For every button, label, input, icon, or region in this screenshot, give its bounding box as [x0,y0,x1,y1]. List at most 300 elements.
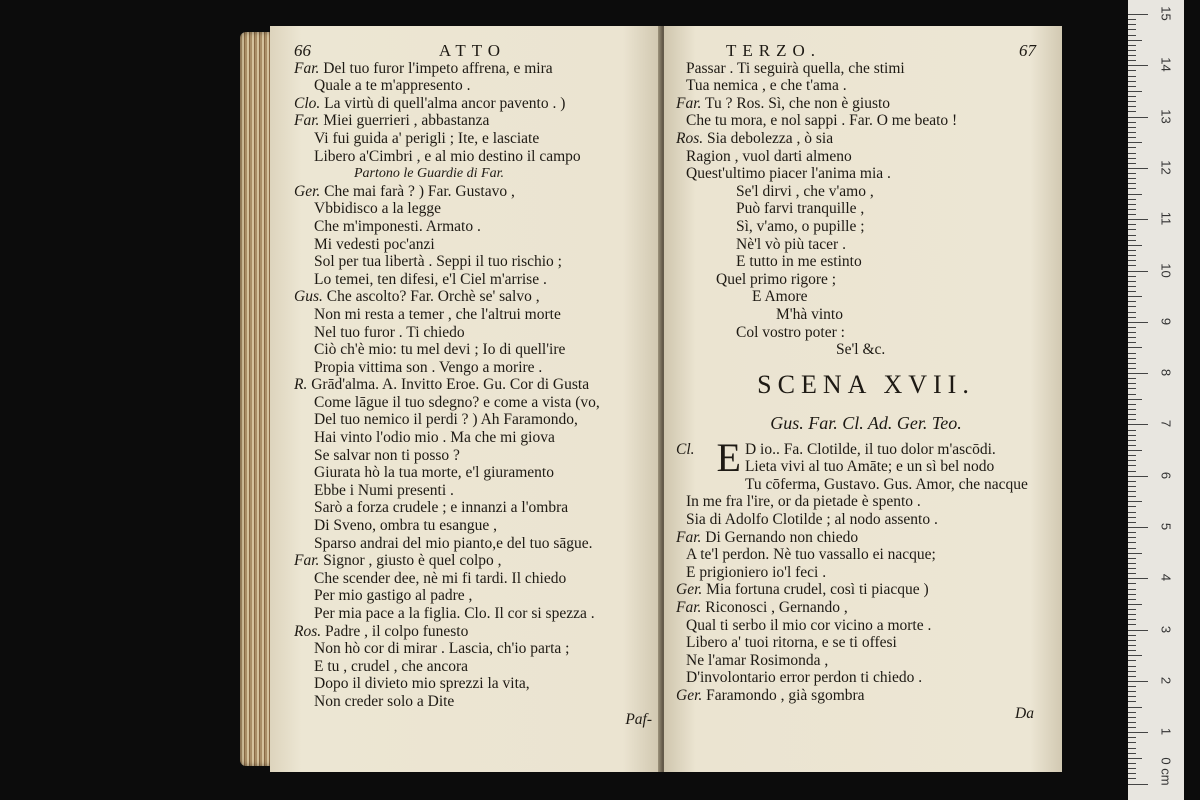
ruler-tick [1128,101,1136,102]
line-text: Quest'ultimo piacer l'anima mia . [686,165,891,183]
line-text: Dopo il divieto mio sprezzi la vita, [314,675,530,693]
ruler-tick [1128,599,1136,600]
ruler-tick [1128,696,1136,697]
ruler-tick [1128,737,1136,738]
line-text: Tu ? Ros. Sì, che non è giusto [705,94,891,112]
line-text: Se'l dirvi , che v'amo , [736,182,874,200]
ruler-tick [1128,322,1148,323]
ruler-tick [1128,250,1136,251]
verse-line [676,687,1056,705]
ruler-tick [1128,132,1136,133]
line-text: Sarò a forza crudele ; e innanzi a l'ombra [314,499,569,517]
ruler-tick [1128,435,1136,436]
ruler-label: 2 [1158,676,1174,684]
speaker-label: Ger. [294,182,321,200]
line-text: Nel tuo furor . Ti chiedo [314,323,465,341]
speaker-label: Ros. [294,622,322,640]
line-text: Faramondo , già sgombra [706,687,865,704]
ruler-label: 11 [1158,211,1174,226]
line-text: E Amore [752,288,808,306]
ruler-tick [1128,317,1136,318]
open-book [240,26,1062,772]
verse-line [676,529,1056,547]
ruler-tick [1128,29,1136,30]
right-catchword: Da [1015,704,1034,722]
ruler-tick [1128,235,1136,236]
ruler-tick [1128,337,1136,338]
verse-line [676,95,1056,113]
line-text: Qual ti serbo il mio cor vicino a morte . [686,616,932,634]
ruler-tick [1128,312,1136,313]
ruler-tick [1128,142,1142,143]
speaker-label: Far. [676,528,702,546]
ruler-tick [1128,286,1136,287]
ruler-tick [1128,306,1136,307]
ruler-label: 7 [1158,420,1174,428]
verse-line [294,77,652,95]
ruler-tick [1128,65,1148,66]
line-text: Hai vinto l'odio mio . Ma che mi giova [314,429,555,447]
right-verse-lines-bottom [676,476,1056,705]
ruler-tick [1128,732,1148,733]
ruler-tick [1128,147,1136,148]
ruler-tick [1128,40,1142,41]
verse-line [676,324,1056,342]
ruler-tick [1128,111,1136,112]
line-text: Lo temei, ten difesi, e'l Ciel m'arrise . [314,270,547,288]
verse-line [676,60,1056,78]
line-text: Che ascolto? Far. Orchè se' salvo , [326,288,540,306]
verse-line [676,306,1056,324]
ruler-tick [1128,137,1136,138]
ruler-tick [1128,342,1136,343]
ruler-tick [1128,660,1136,661]
speaker-label: Gus. [294,288,323,306]
line-text: D'involontario error perdon ti chiedo . [686,669,923,687]
ruler-tick [1128,676,1136,677]
line-text: In me fra l'ire, or da pietade è spento . [686,493,921,511]
verse-line [294,130,652,148]
verse-line [676,341,1056,359]
verse-line [676,599,1056,617]
verse-line [294,411,652,429]
line-text: E tu , crudel , che ancora [314,657,469,675]
speaker-label: Far. [294,59,320,77]
ruler-tick [1128,219,1148,220]
ruler-tick [1128,784,1148,785]
line-text: Che m'imponesti. Armato . [314,217,481,235]
line-text: Mia fortuna crudel, così ti piacque ) [706,581,929,599]
ruler-tick [1128,388,1136,389]
verse-line [294,482,652,500]
ruler-tick [1128,553,1142,554]
line-text: Sia debolezza , ò sia [707,129,834,147]
line-text: Ragion , vuol darti almeno [686,147,852,165]
verse-line [676,546,1056,564]
left-catchword: Paf- [625,710,652,728]
ruler-tick [1128,681,1148,682]
line-text: Ebbe i Numi presenti . [314,481,454,499]
verse-line [676,669,1056,687]
ruler-tick [1128,491,1136,492]
ruler-tick [1128,347,1142,348]
line-text: Che scender dee, nè mi fi tardi. Il chiedo [314,569,567,587]
verse-line [294,218,652,236]
scene-opening [676,434,1056,480]
right-verse-lines-top [676,60,1056,359]
line-text: Partono le Guardie di Far. [354,166,504,182]
speaker-label: Far. [676,94,702,112]
ruler-tick [1128,440,1136,441]
verse-line [294,447,652,465]
speaker-label: Ros. [676,129,704,147]
ruler-label: 9 [1158,317,1174,325]
verse-line [676,165,1056,183]
verse-line [294,95,652,113]
verse-line [294,324,652,342]
ruler-tick [1128,445,1136,446]
ruler-tick [1128,14,1148,15]
line-text: Passar . Ti seguirà quella, che stimi [686,59,905,77]
ruler-tick [1128,537,1136,538]
ruler-tick [1128,158,1136,159]
ruler-label: 12 [1158,160,1174,175]
line-text: Vi fui guida a' perigli ; Ite, e lasciate [314,129,540,147]
ruler-tick [1128,501,1142,502]
verse-line [294,60,652,78]
verse-line [294,236,652,254]
ruler-tick [1128,707,1142,708]
ruler-tick [1128,245,1142,246]
ruler-tick [1128,199,1136,200]
verse-line [294,376,652,394]
ruler-tick [1128,55,1136,56]
line-text: Sparso andrai del mio pianto,e del tuo sāgue. [314,534,593,552]
right-running-head [676,42,1036,60]
left-head-title: ATTO [438,41,507,60]
line-text: Miei guerrieri , abbastanza [323,112,490,130]
ruler-label: 10 [1158,262,1174,278]
line-text: Che mai farà ? ) Far. Gustavo , [324,182,515,200]
line-text: Se salvar non ti posso ? [314,446,460,464]
ruler-tick [1128,542,1136,543]
verse-line [294,429,652,447]
ruler-tick [1128,399,1142,400]
ruler-tick [1128,768,1136,769]
verse-line [676,634,1056,652]
verse-line [294,587,652,605]
line-text: Tu cōferma, Gustavo. Gus. Amor, che nacque [744,475,1028,493]
ruler-tick [1128,532,1136,533]
verse-line [294,623,652,641]
line-text: Libero a' tuoi ritorna, e se ti offesi [686,634,897,652]
verse-line [294,200,652,218]
ruler-tick [1128,194,1142,195]
ruler-tick [1128,86,1136,87]
ruler-label: 4 [1158,574,1174,582]
line-text: Nè'l vò più tacer . [736,235,846,253]
line-text: Come lāgue il tuo sdegno? e come a vista (vo, [314,393,600,411]
line-text: Padre , il colpo funesto [325,622,469,640]
right-page-number: 67 [1019,41,1036,60]
ruler-tick [1128,358,1136,359]
ruler-tick [1128,373,1148,374]
left-page-number: 66 [294,41,311,60]
ruler-tick [1128,281,1136,282]
verse-line [294,165,652,183]
line-text: Col vostro poter : [736,323,845,341]
left-verse-lines [294,60,652,711]
verse-line [294,535,652,553]
verse-line [294,658,652,676]
ruler-tick [1128,60,1136,61]
ruler-tick [1128,517,1136,518]
ruler-tick [1128,122,1136,123]
verse-line [294,517,652,535]
ruler-tick [1128,163,1136,164]
ruler-label: 3 [1158,625,1174,633]
verse-line [676,112,1056,130]
verse-line [676,77,1056,95]
ruler-tick [1128,624,1136,625]
ruler-tick [1128,471,1136,472]
line-text: Sì, v'amo, o pupille ; [736,217,865,235]
ruler-tick [1128,296,1142,297]
ruler-tick [1128,178,1136,179]
ruler-tick [1128,404,1136,405]
ruler-tick [1128,214,1136,215]
ruler-tick [1128,640,1136,641]
first-speaker: Cl. [676,440,695,458]
line-text: Per mia pace a la figlia. Clo. Il cor si spezza . [314,605,595,622]
ruler-tick [1128,455,1136,456]
verse-line [676,511,1056,529]
ruler-tick [1128,127,1136,128]
ruler-tick [1128,594,1136,595]
ruler-label: 13 [1158,108,1174,124]
ruler-tick [1128,291,1136,292]
verse-line [676,617,1056,635]
ruler-tick [1128,409,1136,410]
verse-line [294,271,652,289]
line-text: Ciò ch'è mio: tu mel devi ; Io di quell'ire [314,341,566,359]
verse-line [294,499,652,517]
ruler-tick [1128,117,1148,118]
ruler-tick [1128,301,1136,302]
drop-cap: E [716,434,741,480]
ruler-tick [1128,609,1136,610]
line-text: Sia di Adolfo Clotilde ; al nodo assento . [686,511,938,529]
line-text: Riconosci , Gernando , [705,599,848,617]
verse-line [676,581,1056,599]
ruler-tick [1128,45,1136,46]
ruler-tick [1128,650,1136,651]
line-text: E tutto in me estinto [736,253,862,271]
line-text: Mi vedesti poc'anzi [314,235,435,253]
line-text: Per mio gastigo al padre , [314,587,473,605]
line-text: La virtù di quell'alma ancor pavento . ) [324,94,566,112]
verse-line [676,564,1056,582]
ruler-tick [1128,76,1136,77]
ruler-tick [1128,70,1136,71]
verse-line [294,464,652,482]
ruler-tick [1128,742,1136,743]
ruler-tick [1128,583,1136,584]
ruler-tick [1128,106,1136,107]
speaker-label: R. [294,376,308,394]
speaker-label: Ger. [676,687,703,704]
ruler-tick [1128,383,1136,384]
verse-line [294,306,652,324]
ruler-tick [1128,204,1136,205]
ruler-tick [1128,465,1136,466]
line-text: Propia vittima son . Vengo a morire . [314,358,543,376]
ruler-tick [1128,604,1142,605]
line-text: Grād'alma. A. Invitto Eroe. Gu. Cor di Gusta [311,376,590,394]
ruler-tick [1128,727,1136,728]
ruler-tick [1128,548,1136,549]
ruler-tick [1128,758,1142,759]
ruler-tick [1128,271,1148,272]
ruler-tick [1128,666,1136,667]
ruler-tick [1128,655,1142,656]
speaker-label: Far. [676,599,702,617]
ruler-tick [1128,229,1136,230]
scene-title: SCENA XVII. [757,369,975,399]
verse-line [676,218,1056,236]
verse-line [294,253,652,271]
ruler-tick [1128,481,1136,482]
ruler-tick [1128,224,1136,225]
ruler-tick [1128,24,1136,25]
line-text: Sol per tua libertà . Seppi il tuo rischio ; [314,253,562,271]
verse-line [294,640,652,658]
measurement-ruler [1128,0,1184,800]
left-text-block [294,42,652,728]
ruler-tick [1128,773,1136,774]
ruler-tick [1128,209,1136,210]
ruler-tick [1128,778,1136,779]
ruler-tick [1128,645,1136,646]
ruler-tick [1128,419,1136,420]
ruler-tick [1128,96,1136,97]
speaker-label: Far. [294,552,320,570]
scene-characters: Gus. Far. Cl. Ad. Ger. Teo. [770,412,962,433]
ruler-tick [1128,486,1136,487]
verse-line [294,675,652,693]
ruler-tick [1128,35,1136,36]
ruler-tick [1128,460,1136,461]
ruler-label: 0 cm [1158,757,1174,786]
line-text: Signor , giusto è quel colpo , [323,552,502,570]
ruler-tick [1128,722,1136,723]
ruler-tick [1128,763,1136,764]
verse-line [676,183,1056,201]
ruler-tick [1128,276,1136,277]
ruler-tick [1128,260,1136,261]
right-text-block [676,42,1056,722]
ruler-tick [1128,619,1136,620]
ruler-tick [1128,630,1148,631]
verse-line [676,253,1056,271]
ruler-tick [1128,522,1136,523]
verse-line [294,394,652,412]
verse-line [676,271,1056,289]
verse-line [294,359,652,377]
ruler-tick [1128,378,1136,379]
line-text: Può farvi tranquille , [736,200,865,218]
ruler-tick [1128,573,1136,574]
ruler-tick [1128,173,1136,174]
ruler-tick [1128,563,1136,564]
ruler-tick [1128,394,1136,395]
ruler-tick [1128,332,1136,333]
ruler-tick [1128,686,1136,687]
ruler-tick [1128,363,1136,364]
ruler-tick [1128,50,1136,51]
left-page [270,26,662,772]
ruler-tick [1128,671,1136,672]
ruler-tick [1128,240,1136,241]
verse-line [676,236,1056,254]
ruler-tick [1128,424,1148,425]
ruler-tick [1128,558,1136,559]
ruler-tick [1128,496,1136,497]
ruler-tick [1128,614,1136,615]
ruler-label: 8 [1158,368,1174,377]
line-text: Quel primo rigore ; [716,270,837,288]
line-text: Ne l'amar Rosimonda , [686,651,829,669]
line-text: Non mi resta a temer , che l'altrui morte [314,305,561,323]
ruler-label: 15 [1158,6,1174,21]
ruler-tick [1128,327,1136,328]
line-text: Libero a'Cimbri , e al mio destino il campo [314,147,581,165]
opening-line-2: Lieta vivi al tuo Amāte; e un sì bel nodo [744,458,995,476]
verse-line [294,570,652,588]
ruler-tick [1128,81,1136,82]
ruler-tick [1128,414,1136,415]
right-page [664,26,1062,772]
ruler-tick [1128,265,1136,266]
ruler-label: 14 [1158,57,1174,73]
speaker-label: Clo. [294,94,321,112]
ruler-tick [1128,717,1136,718]
verse-line [294,112,652,130]
ruler-tick [1128,353,1136,354]
verse-line [294,183,652,201]
ruler-tick [1128,712,1136,713]
line-text: Non hò cor di mirar . Lascia, ch'io parta ; [314,640,570,658]
ruler-tick [1128,153,1136,154]
ruler-tick [1128,589,1136,590]
ruler-tick [1128,506,1136,507]
left-running-head [294,42,634,60]
ruler-tick [1128,188,1136,189]
ruler-tick [1128,183,1136,184]
verse-line [294,693,652,711]
verse-line [294,552,652,570]
verse-line [676,493,1056,511]
ruler-label: 5 [1158,522,1174,531]
right-head-title: TERZO. [726,41,822,60]
line-text: E prigioniero io'l feci . [686,563,827,581]
line-text: Di Sveno, ombra tu esangue , [314,517,497,535]
verse-line [294,341,652,359]
ruler-tick [1128,430,1136,431]
line-text: M'hà vinto [776,305,843,323]
ruler-tick [1128,255,1136,256]
verse-line [676,288,1056,306]
